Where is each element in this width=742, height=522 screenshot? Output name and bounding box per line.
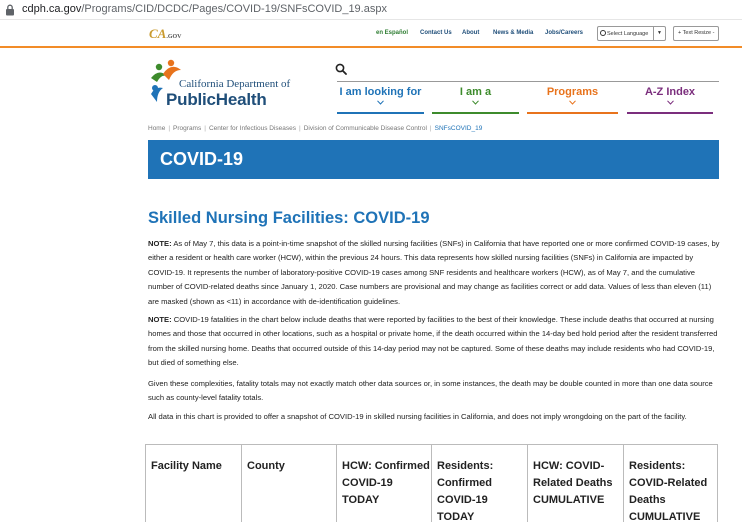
util-link-news-media[interactable]: News & Media <box>493 30 534 36</box>
util-link-jobs-careers[interactable]: Jobs/Careers <box>545 30 584 36</box>
url-path: /Programs/CID/DCDC/Pages/COVID-19/SNFsCOVID_19.aspx <box>81 3 387 15</box>
complexities-paragraph: Given these complexities, fatality totals may not exactly match other data sources or, in some instances, the death may be double counted in more than one data source such as county-level fatality totals. <box>148 379 713 403</box>
language-select[interactable] <box>597 26 666 41</box>
chevron-down-icon <box>667 100 674 105</box>
page-title: Skilled Nursing Facilities: COVID-19 <box>148 209 430 227</box>
nav-underline <box>627 112 713 114</box>
note-label: NOTE: <box>148 315 172 324</box>
util-link-about[interactable]: About <box>462 30 480 36</box>
col-header-residents-confirmed-today[interactable]: Residents: Confirmed COVID-19 TODAY <box>432 445 528 522</box>
breadcrumb-dcdc[interactable]: Division of Communicable Disease Control <box>303 125 427 132</box>
chevron-down-icon <box>569 100 576 105</box>
util-link-contact-us[interactable]: Contact Us <box>420 30 452 36</box>
cdph-logo[interactable] <box>149 58 289 110</box>
banner-title: COVID-19 <box>160 149 244 169</box>
breadcrumb-current: SNFsCOVID_19 <box>434 125 483 132</box>
facility-table <box>145 444 718 522</box>
breadcrumb-home[interactable]: Home <box>148 125 166 132</box>
breadcrumb-separator: | <box>168 125 171 132</box>
breadcrumb-separator: | <box>204 125 206 132</box>
language-select-label: Select Language <box>607 31 649 37</box>
note-label: NOTE: <box>148 239 172 248</box>
note-text-2: COVID-19 fatalities in the chart below include deaths that were reported by facilities to the best of their knowledge. These include deaths that occurred at nursing homes and those that occurred in other locations, such as a hospital or private home, if the death occurred within the 14-day bed hold period after the resident transferred from the skilled nursing home. Deaths that occurred outside of this 14-day period may not be captured. Some of these deaths may include residents who had COVID-19, but died of something else. <box>148 315 718 368</box>
url-text[interactable] <box>22 3 387 15</box>
nav-a-z-index[interactable] <box>627 86 713 113</box>
page-banner <box>148 140 719 179</box>
globe-icon <box>600 30 606 36</box>
nav-underline <box>337 112 424 114</box>
note-paragraph-1 <box>148 237 720 309</box>
ca-gov-logo[interactable] <box>149 26 182 42</box>
note-paragraph-2 <box>148 313 720 371</box>
nav-i-am-looking-for[interactable] <box>337 86 424 113</box>
browser-address-bar[interactable] <box>0 0 742 20</box>
nav-label: Programs <box>546 86 599 98</box>
nav-underline <box>432 112 519 114</box>
nav-label: I am a <box>459 86 492 98</box>
ca-gov-logo-sub: .GOV <box>166 34 182 40</box>
col-header-county[interactable]: County <box>242 445 337 522</box>
breadcrumb-separator: | <box>299 125 301 132</box>
breadcrumb-cid[interactable]: Center for Infectious Diseases <box>208 125 297 132</box>
chevron-down-icon <box>472 100 479 105</box>
util-link-espanol[interactable]: en Español <box>376 30 409 36</box>
nav-underline <box>527 112 618 114</box>
col-header-residents-deaths-cumulative[interactable]: Residents: COVID-Related Deaths CUMULATIVE <box>629 460 708 522</box>
nav-programs[interactable] <box>527 86 618 113</box>
breadcrumb <box>148 125 482 132</box>
dropdown-arrow-icon: ▼ <box>653 27 665 40</box>
nav-i-am-a[interactable] <box>432 86 519 113</box>
text-resize-control[interactable]: + Text Resize - <box>673 26 719 41</box>
chevron-down-icon <box>377 100 384 105</box>
url-host: cdph.ca.gov <box>22 3 82 15</box>
col-header-hcw-confirmed-today[interactable]: HCW: Confirmed COVID-19 TODAY <box>337 445 432 522</box>
nav-label: A-Z Index <box>644 86 696 98</box>
cdph-logo-line1: California Department of <box>179 78 291 90</box>
header-divider <box>337 81 719 82</box>
cdph-logo-line2: PublicHealth <box>166 90 267 109</box>
col-header-hcw-deaths-cumulative[interactable]: HCW: COVID-Related Deaths CUMULATIVE <box>528 445 624 522</box>
note-text-1: As of May 7, this data is a point-in-time snapshot of the skilled nursing facilities (SNFs) in California that have reported one or more confirmed COVID-19 cases, by either a resident or health care worker (HCW), within the previous 24 hours. This data represents how skilled nursing facilities (SNFs) in California are impacted by COVID-19. It represents the number of laboratory-positive COVID-19 cases among SNF residents and healthcare workers (HCW), as of May 7, and the cumulative number of COVID-related deaths since January 1, 2020. Case numbers are provisional and may change as facilities correct or add data. Values of less than eleven (11) are masked (shown as <11) in accordance with de-identification guidelines. <box>148 239 720 306</box>
ca-gov-logo-text: CA <box>149 26 167 41</box>
nav-label: I am looking for <box>339 86 422 98</box>
utility-bar <box>0 20 742 48</box>
snapshot-paragraph: All data in this chart is provided to offer a snapshot of COVID-19 in skilled nursing facilities in California, and does not imply wrongdoing on the part of the facility. <box>148 412 687 421</box>
breadcrumb-programs[interactable]: Programs <box>173 125 202 132</box>
col-header-facility-name[interactable]: Facility Name <box>146 445 242 522</box>
search-icon[interactable] <box>335 63 347 75</box>
breadcrumb-separator: | <box>429 125 432 132</box>
lock-icon <box>5 4 15 16</box>
